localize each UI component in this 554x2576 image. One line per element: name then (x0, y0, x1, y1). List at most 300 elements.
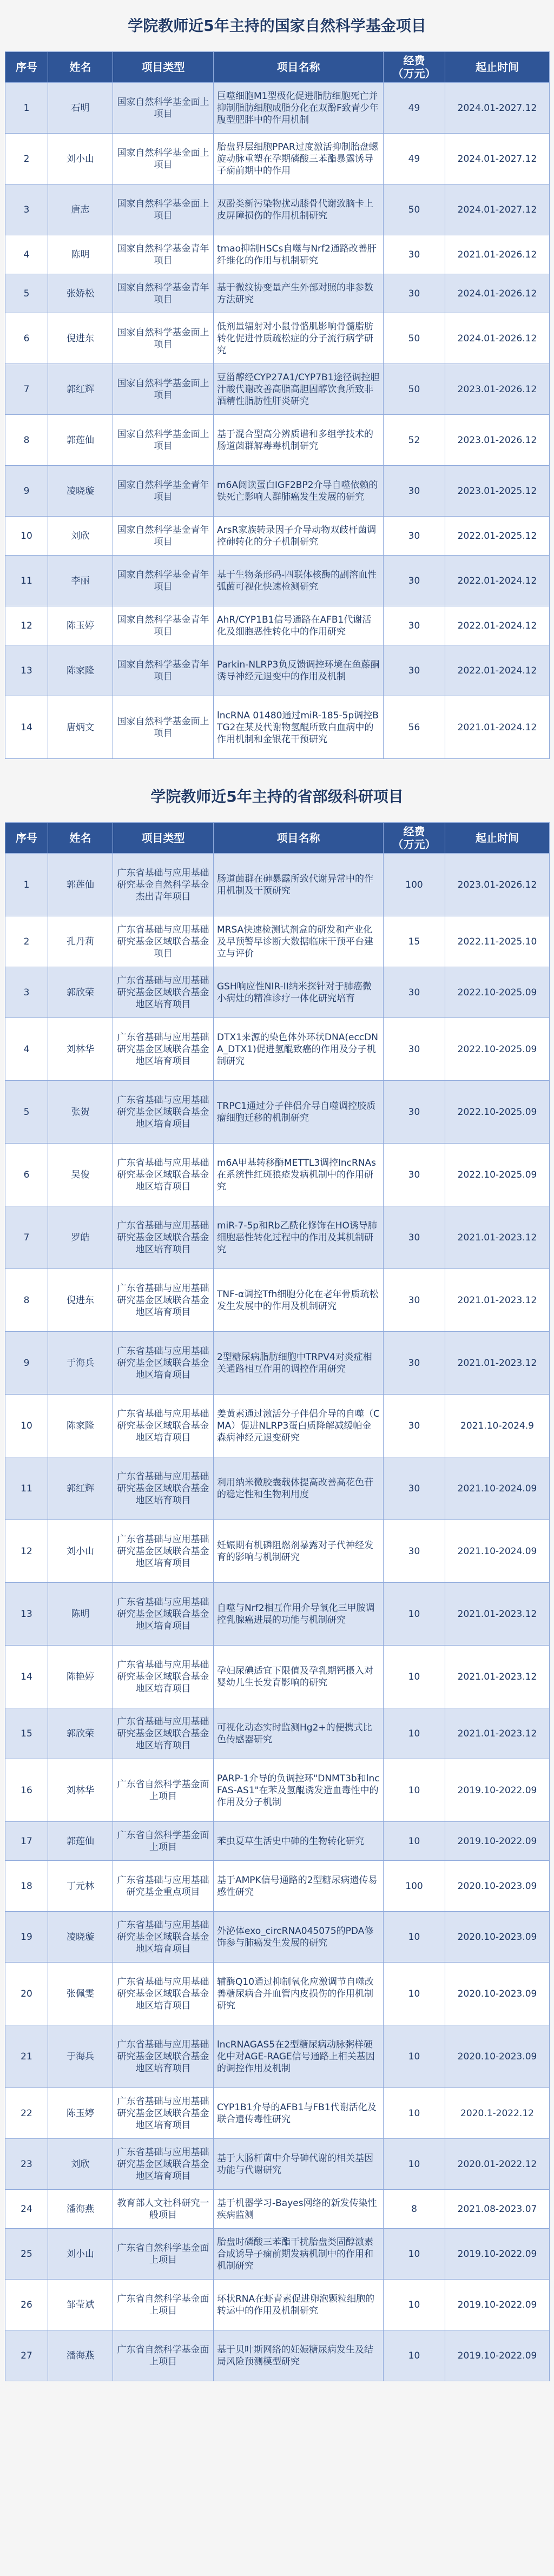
cell-index: 6 (5, 1144, 48, 1206)
cell-name: 刘林华 (48, 1018, 113, 1081)
table-row (5, 1144, 550, 1206)
table-row (5, 2025, 550, 2088)
cell-funding: 30 (384, 466, 445, 517)
cell-project-name: MRSA快速检测试剂盒的研发和产业化及早预警早诊断大数据临床干预平台建立与评价 (214, 916, 384, 967)
cell-project-name: 双酚类新污染物扰动膝骨代谢致脑卡上皮屏障损伤的作用机制研究 (214, 184, 384, 235)
table-row (5, 1081, 550, 1144)
cell-funding: 50 (384, 313, 445, 364)
cell-period: 2021.10-2024.09 (445, 1457, 550, 1520)
cell-name: 孔丹莉 (48, 916, 113, 967)
header-funding: 经费 （万元） (384, 823, 445, 854)
cell-name: 吴俊 (48, 1144, 113, 1206)
cell-funding: 10 (384, 1759, 445, 1822)
cell-name: 刘欣 (48, 517, 113, 556)
cell-project-type: 国家自然科学基金青年项目 (113, 645, 214, 696)
cell-name: 于海兵 (48, 2025, 113, 2088)
table-row (5, 1822, 550, 1861)
cell-index: 19 (5, 1912, 48, 1963)
cell-index: 9 (5, 1332, 48, 1395)
cell-project-name: 利用纳米微胶囊载体提高改善高花色苷的稳定性和生物利用度 (214, 1457, 384, 1520)
cell-funding: 30 (384, 1018, 445, 1081)
cell-project-name: PARP-1介导的负调控环"DNMT3b和lncFAS-AS1"在苯及氢醌诱发造血毒性中的作用及分子机制 (214, 1759, 384, 1822)
header-project: 项目名称 (214, 52, 384, 83)
table-row (5, 1520, 550, 1583)
cell-funding: 30 (384, 1520, 445, 1583)
cell-project-name: 豆甾醇经CYP27A1/CYP7B1途径调控胆汁酸代谢改善高脂高胆固醇饮食所致非酒精性脂肪性肝炎研究 (214, 364, 384, 415)
cell-name: 刘欣 (48, 2139, 113, 2190)
cell-funding: 10 (384, 2280, 445, 2330)
cell-project-name: 自噬与Nrf2相互作用介导氧化三甲胺调控乳腺癌进展的功能与机制研究 (214, 1583, 384, 1646)
cell-funding: 30 (384, 967, 445, 1018)
cell-name: 郭欣荣 (48, 967, 113, 1018)
cell-funding: 10 (384, 2025, 445, 2088)
table-row (5, 1759, 550, 1822)
cell-project-name: 基于大肠杆菌中介导砷代谢的相关基因功能与代谢研究 (214, 2139, 384, 2190)
national-fund-title: 学院教师近5年主持的国家自然科学基金项目 (128, 17, 426, 35)
cell-project-name: tmao抑制HSCs自噬与Nrf2通路改善肝纤维化的作用与机制研究 (214, 235, 384, 274)
cell-name: 郭红辉 (48, 364, 113, 415)
cell-project-name: lncRNA 01480通过miR-185-5p调控BTG2在某及代谢物氢醌所致白血病中的作用机制和金银花干预研究 (214, 696, 384, 759)
table-row (5, 1861, 550, 1912)
cell-index: 27 (5, 2330, 48, 2381)
cell-index: 3 (5, 184, 48, 235)
cell-funding: 30 (384, 517, 445, 556)
cell-project-type: 广东省基础与应用基础研究基金区域联合基金地区培育项目 (113, 2025, 214, 2088)
cell-project-type: 广东省自然科学基金面上项目 (113, 2229, 214, 2280)
cell-project-type: 国家自然科学基金面上项目 (113, 134, 214, 184)
cell-period: 2022.01-2025.12 (445, 517, 550, 556)
cell-period: 2019.10-2022.09 (445, 2280, 550, 2330)
table-row (5, 854, 550, 916)
cell-name: 刘林华 (48, 1759, 113, 1822)
cell-period: 2022.01-2024.12 (445, 645, 550, 696)
provincial-fund-section (5, 771, 549, 2381)
table-row (5, 1963, 550, 2025)
table-row (5, 967, 550, 1018)
cell-project-type: 广东省基础与应用基础研究基金重点项目 (113, 1861, 214, 1912)
table-row (5, 1332, 550, 1395)
cell-name: 张贺 (48, 1081, 113, 1144)
cell-name: 陈玉婷 (48, 606, 113, 645)
cell-period: 2020.01-2022.12 (445, 2139, 550, 2190)
cell-index: 10 (5, 517, 48, 556)
cell-name: 张佩雯 (48, 1963, 113, 2025)
cell-period: 2021.01-2024.12 (445, 696, 550, 759)
cell-index: 4 (5, 235, 48, 274)
cell-project-name: ArsR家族转录因子介导动物双歧杆菌调控砷转化的分子机制研究 (214, 517, 384, 556)
cell-funding: 30 (384, 556, 445, 606)
cell-name: 凌晓璇 (48, 466, 113, 517)
cell-project-type: 广东省基础与应用基础研究基金区域联合基金地区培育项目 (113, 1912, 214, 1963)
header-period: 起止时间 (445, 52, 550, 83)
cell-project-type: 国家自然科学基金青年项目 (113, 606, 214, 645)
cell-index: 7 (5, 1206, 48, 1269)
cell-period: 2022.01-2024.12 (445, 556, 550, 606)
cell-funding: 8 (384, 2190, 445, 2229)
table-row (5, 556, 550, 606)
cell-project-name: 胎盘界层细胞PPAR过度激活抑制胎盘螺旋动脉重塑在孕期磷酸三苯酯暴露诱导子痫前期中的作用 (214, 134, 384, 184)
cell-project-name: TRPC1通过分子伴侣介导自噬调控胶质瘤细胞迁移的机制研究 (214, 1081, 384, 1144)
cell-period: 2023.01-2026.12 (445, 854, 550, 916)
cell-index: 16 (5, 1759, 48, 1822)
cell-index: 6 (5, 313, 48, 364)
cell-project-name: Parkin-NLRP3负反馈调控环境在鱼藤酮诱导神经元退变中的作用及机制 (214, 645, 384, 696)
table-header-row (5, 52, 550, 83)
cell-project-name: 基于AMPK信号通路的2型糖尿病遗传易感性研究 (214, 1861, 384, 1912)
cell-project-name: lncRNAGAS5在2型糖尿病动脉粥样硬化中对AGE-RAGE信号通路上相关基因的调控作用及机制 (214, 2025, 384, 2088)
cell-period: 2021.10-2024.9 (445, 1395, 550, 1457)
cell-project-type: 国家自然科学基金面上项目 (113, 364, 214, 415)
table-row (5, 1395, 550, 1457)
cell-period: 2021.08-2023.07 (445, 2190, 550, 2229)
cell-funding: 30 (384, 1081, 445, 1144)
cell-period: 2021.01-2023.12 (445, 1583, 550, 1646)
table-row (5, 2330, 550, 2381)
cell-period: 2024.01-2026.12 (445, 274, 550, 313)
cell-index: 1 (5, 83, 48, 134)
cell-name: 陈明 (48, 235, 113, 274)
cell-period: 2022.01-2024.12 (445, 606, 550, 645)
cell-name: 丁元林 (48, 1861, 113, 1912)
cell-name: 倪进东 (48, 1269, 113, 1332)
cell-index: 13 (5, 1583, 48, 1646)
cell-index: 20 (5, 1963, 48, 2025)
cell-period: 2020.10-2023.09 (445, 1912, 550, 1963)
cell-name: 陈家隆 (48, 1395, 113, 1457)
provincial-fund-rows (5, 854, 550, 2381)
cell-project-type: 教育部人文社科研究一般项目 (113, 2190, 214, 2229)
header-type: 项目类型 (113, 823, 214, 854)
cell-name: 唐炳文 (48, 696, 113, 759)
cell-funding: 10 (384, 1912, 445, 1963)
cell-name: 陈家隆 (48, 645, 113, 696)
table-row (5, 2139, 550, 2190)
cell-funding: 30 (384, 1332, 445, 1395)
header-name: 姓名 (48, 823, 113, 854)
cell-name: 郭莲仙 (48, 854, 113, 916)
cell-name: 潘海燕 (48, 2330, 113, 2381)
header-index: 序号 (5, 823, 48, 854)
cell-name: 邹莹斌 (48, 2280, 113, 2330)
cell-period: 2022.11-2025.10 (445, 916, 550, 967)
cell-name: 李丽 (48, 556, 113, 606)
cell-index: 15 (5, 1708, 48, 1759)
cell-index: 14 (5, 696, 48, 759)
cell-funding: 10 (384, 2139, 445, 2190)
cell-project-type: 广东省基础与应用基础研究基金区域联合基金地区培育项目 (113, 1963, 214, 2025)
cell-funding: 50 (384, 364, 445, 415)
cell-project-name: 胎盘时磷酸三苯酯干扰胎盘类固醇激素合成诱导子痫前期发病机制中的作用和机制研究 (214, 2229, 384, 2280)
table-row (5, 1457, 550, 1520)
cell-project-name: 基于机器学习-Bayes网络的新发传染性疾病监测 (214, 2190, 384, 2229)
cell-project-type: 广东省基础与应用基础研究基金区域联合基金地区培育项目 (113, 1018, 214, 1081)
cell-funding: 10 (384, 1822, 445, 1861)
cell-project-name: 姜黄素通过激活分子伴侣介导的自噬（CMA）促进NLRP3蛋白质降解减缓帕金森病神经元退变研究 (214, 1395, 384, 1457)
cell-period: 2019.10-2022.09 (445, 2229, 550, 2280)
cell-funding: 10 (384, 2229, 445, 2280)
cell-project-name: 辅酶Q10通过抑制氧化应激调节自噬改善糖尿病合并血管内皮损伤的作用机制研究 (214, 1963, 384, 2025)
cell-name: 刘小山 (48, 1520, 113, 1583)
national-fund-table (5, 51, 550, 759)
cell-name: 张娇松 (48, 274, 113, 313)
cell-period: 2019.10-2022.09 (445, 1822, 550, 1861)
section-gap (0, 759, 554, 771)
cell-project-name: 苯虫夏草生活史中砷的生物转化研究 (214, 1822, 384, 1861)
cell-project-type: 国家自然科学基金面上项目 (113, 696, 214, 759)
cell-period: 2023.01-2026.12 (445, 415, 550, 466)
cell-index: 8 (5, 415, 48, 466)
cell-project-name: 低剂量辐射对小鼠骨骼肌影响骨髓脂肪转化促进骨质疏松症的分子流行病学研究 (214, 313, 384, 364)
cell-project-name: 基于微纹协变量产生外部对照的非参数方法研究 (214, 274, 384, 313)
cell-project-name: CYP1B1介导的AFB1与FB1代谢活化及联合遗传毒性研究 (214, 2088, 384, 2139)
cell-period: 2021.01-2023.12 (445, 1708, 550, 1759)
cell-period: 2024.01-2027.12 (445, 134, 550, 184)
cell-project-name: 妊娠期有机磷阻燃剂暴露对子代神经发育的影响与机制研究 (214, 1520, 384, 1583)
cell-name: 郭莲仙 (48, 1822, 113, 1861)
cell-period: 2024.01-2026.12 (445, 313, 550, 364)
cell-funding: 30 (384, 1206, 445, 1269)
cell-project-type: 广东省基础与应用基础研究基金区域联合基金地区培育项目 (113, 1520, 214, 1583)
cell-project-type: 广东省基础与应用基础研究基金区域联合基金地区培育项目 (113, 1081, 214, 1144)
table-row (5, 83, 550, 134)
cell-funding: 30 (384, 1457, 445, 1520)
cell-index: 26 (5, 2280, 48, 2330)
cell-project-type: 广东省自然科学基金面上项目 (113, 1822, 214, 1861)
cell-name: 刘小山 (48, 134, 113, 184)
cell-funding: 49 (384, 134, 445, 184)
cell-project-name: 肠道菌群在砷暴露所致代谢异常中的作用机制及干预研究 (214, 854, 384, 916)
cell-index: 24 (5, 2190, 48, 2229)
cell-funding: 52 (384, 415, 445, 466)
table-row (5, 415, 550, 466)
cell-project-name: 可视化动态实时监测Hg2+的便携式比色传感器研究 (214, 1708, 384, 1759)
cell-project-type: 广东省基础与应用基础研究基金区域联合基金地区培育项目 (113, 967, 214, 1018)
cell-name: 郭莲仙 (48, 415, 113, 466)
cell-index: 2 (5, 916, 48, 967)
cell-period: 2022.10-2025.09 (445, 1144, 550, 1206)
cell-project-name: 环状RNA在虾青素促进卵泡颗粒细胞的转运中的作用及机制研究 (214, 2280, 384, 2330)
cell-name: 石明 (48, 83, 113, 134)
cell-period: 2023.01-2026.12 (445, 364, 550, 415)
cell-index: 7 (5, 364, 48, 415)
cell-funding: 10 (384, 2330, 445, 2381)
cell-funding: 100 (384, 854, 445, 916)
cell-project-name: GSH响应性NIR-II纳米探针对于肺癌微小病灶的精准诊疗一体化研究培育 (214, 967, 384, 1018)
cell-index: 5 (5, 274, 48, 313)
cell-index: 17 (5, 1822, 48, 1861)
cell-name: 郭欣荣 (48, 1708, 113, 1759)
header-name: 姓名 (48, 52, 113, 83)
cell-project-name: 外泌体exo_circRNA045075的PDA修饰参与肺癌发生发展的研究 (214, 1912, 384, 1963)
cell-funding: 10 (384, 1963, 445, 2025)
cell-project-type: 广东省基础与应用基础研究基金区域联合基金地区培育项目 (113, 1206, 214, 1269)
cell-project-name: DTX1来源的染色体外环状DNA(eccDNA_DTX1)促进氢醌致癌的作用及分子机制研究 (214, 1018, 384, 1081)
cell-funding: 30 (384, 606, 445, 645)
cell-index: 10 (5, 1395, 48, 1457)
cell-index: 1 (5, 854, 48, 916)
cell-funding: 30 (384, 274, 445, 313)
table-row (5, 2280, 550, 2330)
table-row (5, 1708, 550, 1759)
cell-funding: 30 (384, 1269, 445, 1332)
cell-index: 4 (5, 1018, 48, 1081)
provincial-fund-title: 学院教师近5年主持的省部级科研项目 (150, 788, 404, 805)
cell-project-type: 广东省基础与应用基础研究基金区域联合基金地区培育项目 (113, 1708, 214, 1759)
cell-project-type: 广东省自然科学基金面上项目 (113, 2280, 214, 2330)
table-header-row (5, 823, 550, 854)
cell-funding: 10 (384, 1646, 445, 1708)
cell-period: 2024.01-2027.12 (445, 184, 550, 235)
cell-project-type: 广东省基础与应用基础研究基金区域联合基金地区培育项目 (113, 1395, 214, 1457)
header-type: 项目类型 (113, 52, 214, 83)
table-row (5, 2229, 550, 2280)
cell-period: 2024.01-2027.12 (445, 83, 550, 134)
cell-index: 3 (5, 967, 48, 1018)
cell-period: 2021.01-2023.12 (445, 1269, 550, 1332)
cell-project-name: TNF-α调控Tfh细胞分化在老年骨质疏松发生发展中的作用及机制研究 (214, 1269, 384, 1332)
cell-funding: 10 (384, 1708, 445, 1759)
cell-index: 22 (5, 2088, 48, 2139)
cell-project-type: 国家自然科学基金青年项目 (113, 466, 214, 517)
cell-project-type: 国家自然科学基金面上项目 (113, 83, 214, 134)
cell-index: 12 (5, 606, 48, 645)
cell-period: 2022.10-2025.09 (445, 1081, 550, 1144)
cell-period: 2020.10-2023.09 (445, 1861, 550, 1912)
national-fund-section (5, 0, 549, 759)
cell-project-name: m6A甲基转移酶METTL3调控lncRNAs在系统性红斑狼疮发病机制中的作用研究 (214, 1144, 384, 1206)
cell-funding: 30 (384, 235, 445, 274)
table-row (5, 274, 550, 313)
table-row (5, 1646, 550, 1708)
cell-name: 陈明 (48, 1583, 113, 1646)
cell-project-type: 国家自然科学基金面上项目 (113, 184, 214, 235)
cell-index: 25 (5, 2229, 48, 2280)
cell-funding: 15 (384, 916, 445, 967)
cell-project-type: 国家自然科学基金青年项目 (113, 274, 214, 313)
cell-name: 唐志 (48, 184, 113, 235)
table-row (5, 1018, 550, 1081)
table-row (5, 313, 550, 364)
table-row (5, 1912, 550, 1963)
cell-index: 5 (5, 1081, 48, 1144)
table-row (5, 466, 550, 517)
table-row (5, 606, 550, 645)
cell-project-name: AhR/CYP1B1信号通路在AFB1代谢活化及细胞恶性转化中的作用研究 (214, 606, 384, 645)
cell-project-name: 基于混合型高分辨质谱和多组学技术的肠道菌群解毒毒机制研究 (214, 415, 384, 466)
cell-name: 陈艳婷 (48, 1646, 113, 1708)
cell-project-type: 广东省基础与应用基础研究基金区域联合基金项目 (113, 916, 214, 967)
cell-period: 2022.10-2025.09 (445, 1018, 550, 1081)
table-row (5, 2190, 550, 2229)
cell-project-name: m6A阅读蛋白IGF2BP2介导自噬依赖的铁死亡影响人群肺癌发生发展的研究 (214, 466, 384, 517)
cell-project-name: miR-7-5p和Rb乙酰化修饰在HO诱导肺细胞恶性转化过程中的作用及其机制研究 (214, 1206, 384, 1269)
cell-funding: 30 (384, 1144, 445, 1206)
cell-period: 2021.01-2023.12 (445, 1332, 550, 1395)
cell-index: 11 (5, 1457, 48, 1520)
cell-project-type: 国家自然科学基金青年项目 (113, 556, 214, 606)
cell-project-type: 广东省自然科学基金面上项目 (113, 2330, 214, 2381)
cell-project-type: 广东省基础与应用基础研究基金区域联合基金地区培育项目 (113, 1332, 214, 1395)
cell-index: 9 (5, 466, 48, 517)
cell-period: 2021.01-2026.12 (445, 235, 550, 274)
table-row (5, 134, 550, 184)
cell-period: 2020.10-2023.09 (445, 2025, 550, 2088)
cell-project-name: 2型糖尿病脂肪细胞中TRPV4对炎症相关通路相互作用的调控作用研究 (214, 1332, 384, 1395)
cell-funding: 50 (384, 184, 445, 235)
cell-funding: 10 (384, 2088, 445, 2139)
cell-funding: 100 (384, 1861, 445, 1912)
cell-project-type: 国家自然科学基金面上项目 (113, 313, 214, 364)
table-row (5, 1583, 550, 1646)
national-fund-rows (5, 83, 550, 759)
cell-index: 11 (5, 556, 48, 606)
cell-name: 凌晓璇 (48, 1912, 113, 1963)
cell-period: 2020.10-2023.09 (445, 1963, 550, 2025)
table-row (5, 1206, 550, 1269)
cell-period: 2022.10-2025.09 (445, 967, 550, 1018)
cell-funding: 49 (384, 83, 445, 134)
cell-index: 23 (5, 2139, 48, 2190)
cell-index: 2 (5, 134, 48, 184)
cell-project-type: 国家自然科学基金青年项目 (113, 235, 214, 274)
cell-name: 潘海燕 (48, 2190, 113, 2229)
cell-project-type: 国家自然科学基金青年项目 (113, 517, 214, 556)
cell-name: 倪进东 (48, 313, 113, 364)
table-row (5, 364, 550, 415)
table-row (5, 517, 550, 556)
cell-funding: 56 (384, 696, 445, 759)
cell-name: 罗皓 (48, 1206, 113, 1269)
header-period: 起止时间 (445, 823, 550, 854)
cell-project-type: 广东省基础与应用基础研究基金区域联合基金地区培育项目 (113, 1457, 214, 1520)
cell-project-name: 巨噬细胞M1型极化促进脂肪细胞死亡并抑制脂肪细胞成脂分化在双酚F致青少年腹型肥胖中的作用机制 (214, 83, 384, 134)
cell-index: 12 (5, 1520, 48, 1583)
header-funding: 经费 （万元） (384, 52, 445, 83)
header-index: 序号 (5, 52, 48, 83)
cell-name: 郭红辉 (48, 1457, 113, 1520)
table-row (5, 235, 550, 274)
table-row (5, 2088, 550, 2139)
cell-project-type: 广东省自然科学基金面上项目 (113, 1759, 214, 1822)
cell-project-type: 广东省基础与应用基础研究基金区域联合基金地区培育项目 (113, 1269, 214, 1332)
cell-project-type: 国家自然科学基金面上项目 (113, 415, 214, 466)
cell-funding: 10 (384, 1583, 445, 1646)
table-row (5, 184, 550, 235)
table-row (5, 696, 550, 759)
cell-project-type: 广东省基础与应用基础研究基金区域联合基金地区培育项目 (113, 1583, 214, 1646)
cell-index: 18 (5, 1861, 48, 1912)
cell-index: 21 (5, 2025, 48, 2088)
cell-name: 陈玉婷 (48, 2088, 113, 2139)
cell-index: 14 (5, 1646, 48, 1708)
table-row (5, 645, 550, 696)
cell-name: 刘小山 (48, 2229, 113, 2280)
provincial-fund-table (5, 822, 550, 2381)
cell-period: 2021.01-2023.12 (445, 1646, 550, 1708)
cell-project-type: 广东省基础与应用基础研究基金区域联合基金地区培育项目 (113, 2088, 214, 2139)
cell-name: 于海兵 (48, 1332, 113, 1395)
cell-project-name: 基于贝叶斯网络的妊娠糖尿病发生及结局风险预测模型研究 (214, 2330, 384, 2381)
cell-project-type: 广东省基础与应用基础研究基金区域联合基金地区培育项目 (113, 1144, 214, 1206)
cell-index: 13 (5, 645, 48, 696)
cell-funding: 30 (384, 645, 445, 696)
cell-project-type: 广东省基础与应用基础研究基金区域联合基金地区培育项目 (113, 1646, 214, 1708)
cell-period: 2021.10-2024.09 (445, 1520, 550, 1583)
cell-period: 2019.10-2022.09 (445, 1759, 550, 1822)
cell-period: 2019.10-2022.09 (445, 2330, 550, 2381)
cell-period: 2021.01-2023.12 (445, 1206, 550, 1269)
table-row (5, 1269, 550, 1332)
